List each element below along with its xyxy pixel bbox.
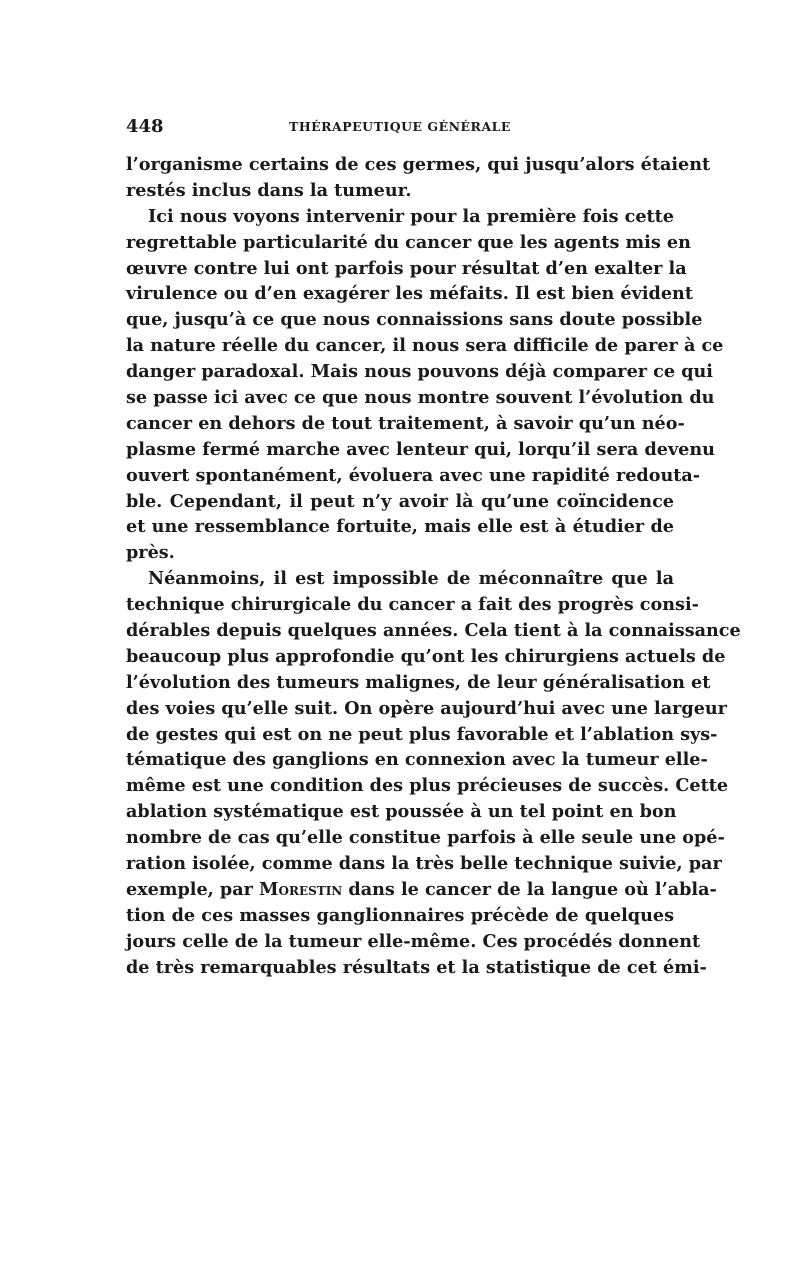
text-line: l’organisme certains de ces germes, qui jusqu’alors étaient — [126, 154, 711, 175]
text-line: des voies qu’elle suit. On opère aujourd’hui avec une largeur — [126, 697, 727, 719]
text-line: près. — [126, 542, 175, 564]
text-line: la nature réelle du cancer, il nous sera difficile de parer à ce — [126, 335, 724, 357]
text-line: ble. Cependant, il peut n’y avoir là qu’une coïncidence — [126, 490, 674, 512]
text-line: se passe ici avec ce que nous montre souvent l’évolution du — [126, 387, 715, 409]
text-line: l’évolution des tumeurs malignes, de leur généralisation et — [126, 671, 711, 693]
text-line: de gestes qui est on ne peut plus favorable et l’ablation sys- — [126, 723, 718, 745]
running-head — [126, 116, 674, 144]
text-line: de très remarquables résultats et la statistique de cet émi- — [126, 956, 707, 978]
text-line: même est une condition des plus précieuses de succès. Cette — [126, 775, 729, 797]
text-fragment: exemple, par — [126, 878, 253, 900]
text-line: Néanmoins, il est impossible de méconnaître que la — [148, 568, 674, 590]
book-page — [126, 116, 741, 981]
text-line: dérables depuis quelques années. Cela tient à la connaissance — [126, 620, 741, 642]
text-line: restés inclus dans la tumeur. — [126, 179, 412, 201]
running-title: THÉRAPEUTIQUE GÉNÉRALE — [289, 119, 511, 134]
text-line: plasme fermé marche avec lenteur qui, lorqu’il sera devenu — [126, 438, 715, 460]
text-line: nombre de cas qu’elle constitue parfois à elle seule une opé- — [126, 827, 725, 849]
text-line: cancer en dehors de tout traitement, à savoir qu’un néo- — [126, 412, 685, 434]
text-line: beaucoup plus approfondie qu’ont les chirurgiens actuels de — [126, 645, 726, 667]
text-line: ration isolée, comme dans la très belle technique suivie, par — [126, 853, 722, 875]
text-line: jours celle de la tumeur elle-même. Ces procédés donnent — [126, 930, 701, 952]
text-line: Ici nous voyons intervenir pour la première fois cette — [148, 205, 674, 227]
text-line: et une ressemblance fortuite, mais elle est à étudier de — [126, 516, 674, 538]
text-line: virulence ou d’en exagérer les méfaits. Il est bien évident — [126, 283, 693, 305]
body-text — [126, 152, 741, 981]
text-line: tion de ces masses ganglionnaires précède de quelques — [126, 904, 674, 926]
text-line: danger paradoxal. Mais nous pouvons déjà comparer ce qui — [126, 361, 713, 383]
text-line: technique chirurgicale du cancer a fait des progrès consi- — [126, 594, 699, 616]
text-line: œuvre contre lui ont parfois pour résultat d’en exalter la — [126, 257, 687, 279]
text-line: que, jusqu’à ce que nous connaissions sans doute possible — [126, 309, 703, 331]
text-line: ouvert spontanément, évoluera avec une rapidité redouta- — [126, 464, 701, 486]
text-fragment: dans le cancer de la langue où l’abla- — [348, 878, 717, 900]
text-line: tématique des ganglions en connexion avec la tumeur elle- — [126, 749, 708, 771]
text-line: regrettable particularité du cancer que les agents mis en — [126, 231, 691, 253]
text-line — [126, 877, 717, 903]
author-name: Morestin — [259, 878, 343, 900]
text-line: ablation systématique est poussée à un tel point en bon — [126, 801, 677, 823]
page-number: 448 — [126, 116, 164, 137]
